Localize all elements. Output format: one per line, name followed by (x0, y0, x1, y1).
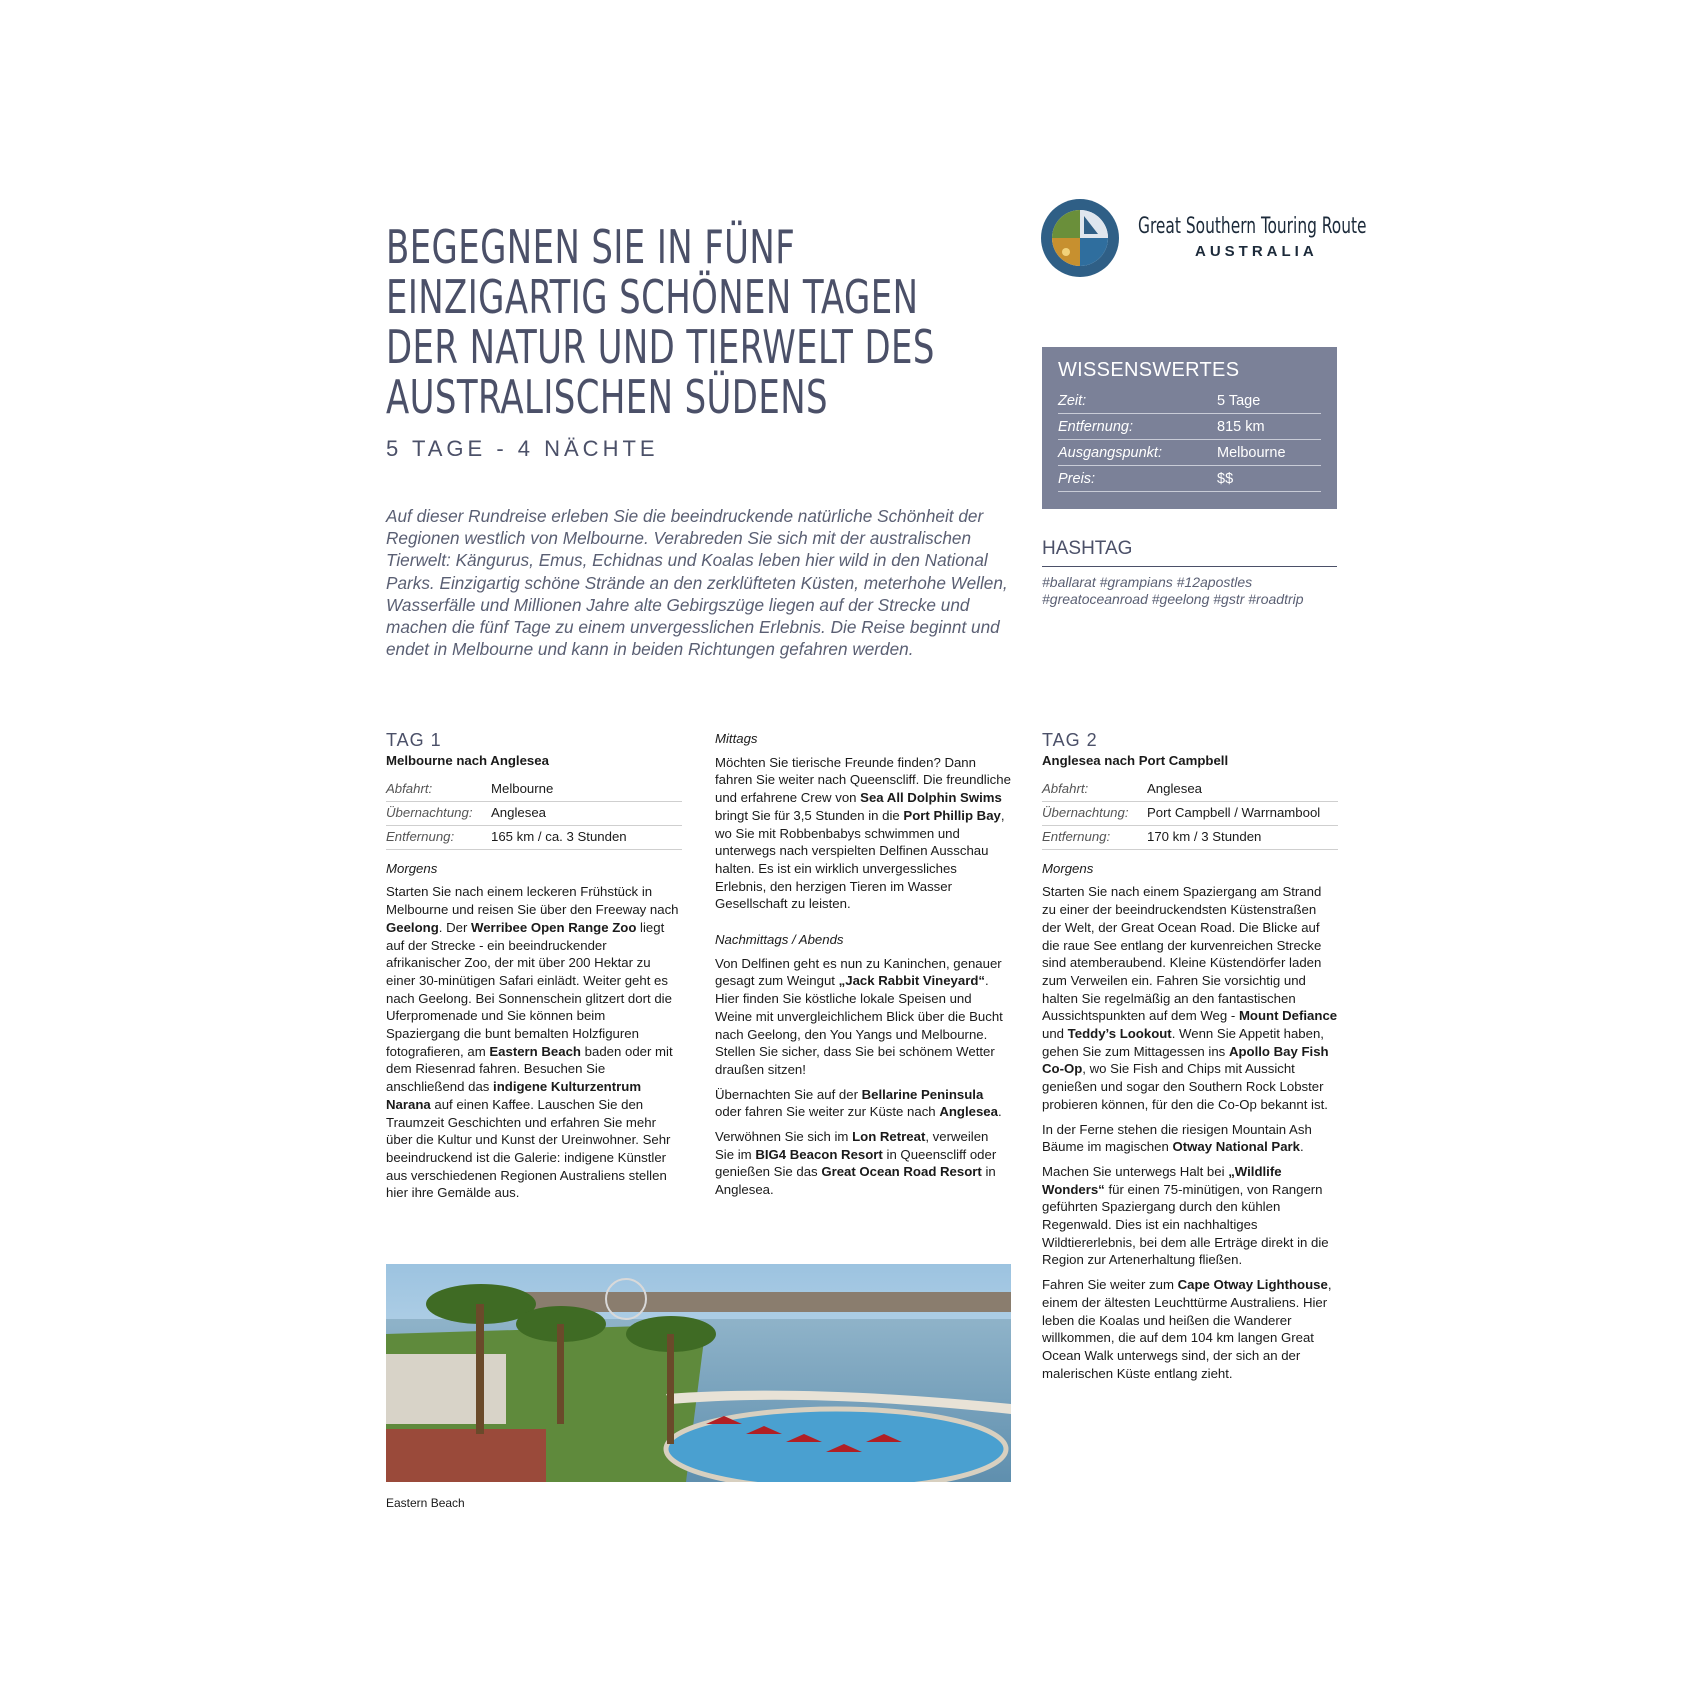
fact-row (386, 778, 682, 802)
fact-row (1042, 802, 1338, 826)
highlight-term: Bellarine Peninsula (861, 1086, 984, 1102)
fact-value: Anglesea (491, 805, 546, 821)
highlight-term: Otway National Park (1172, 1139, 1300, 1155)
text-run: Möchten Sie tierische Freunde finden? Dann fahren Sie weiter nach Queenscliff. Die freundliche und erfahrene Crew von (715, 754, 1011, 806)
fact-value: 170 km / 3 Stunden (1147, 829, 1262, 845)
info-row (1058, 466, 1321, 492)
text-run: . Der (438, 919, 472, 935)
highlight-term: Geelong (386, 919, 439, 935)
highlight-term: Sea All Dolphin Swims (860, 790, 1002, 806)
text-run: und (1042, 1026, 1068, 1042)
highlight-term: Apollo Bay Fish Co-Op (1042, 1043, 1329, 1077)
text-run: Machen Sie unterwegs Halt bei (1042, 1163, 1229, 1179)
paragraph (715, 754, 1011, 913)
photo-caption: Eastern Beach (386, 1496, 465, 1510)
highlight-term: Cape Otway Lighthouse (1177, 1277, 1328, 1293)
text-run: auf einen Kaffee. Lauschen Sie den Traumzeit Geschichten und erfahren Sie mehr über die Kultur und Kunst der Ureinwohner. Sehr beeindruckend ist die Galerie: indigene Künstler aus verschiedenen Regionen Australiens stellen hier ihre Gemälde aus. (386, 1096, 671, 1201)
beach-photo-image (386, 1264, 1011, 1482)
logo-country: AUSTRALIA (1195, 243, 1318, 260)
day1-heading: TAG 1 (386, 730, 442, 750)
fact-value: Port Campbell / Warrnambool (1147, 805, 1321, 821)
paragraph (1042, 1276, 1338, 1382)
text-run: für einen 75-minütigen, von Rangern geführten Spaziergang durch den kühlen Regenwald. Dies ist ein nachhaltiges Wildtiererlebnis, bei dem alle Erträge direkt in die Region zur Artenerhaltung fließen. (1042, 1181, 1329, 1268)
info-box (1042, 347, 1337, 509)
highlight-term: BIG4 Beacon Resort (755, 1146, 883, 1162)
fact-key: Entfernung: (1042, 829, 1111, 845)
info-value: $$ (1217, 470, 1234, 487)
info-value: 5 Tage (1217, 392, 1261, 409)
info-row (1058, 388, 1321, 414)
paragraph (1042, 883, 1338, 1113)
text-run: In der Ferne stehen die riesigen Mountain Ash Bäume im magischen (1042, 1121, 1312, 1155)
day2-heading: TAG 2 (1042, 730, 1098, 750)
paragraph (715, 1086, 1011, 1121)
highlight-term: Anglesea (939, 1104, 998, 1120)
fact-key: Abfahrt: (1042, 781, 1089, 797)
day1-facts (386, 778, 682, 850)
text-run: , wo Sie mit Robbenbabys schwimmen und unterwegs nach verspielten Delfinen Ausschau halten. Es ist ein wirklich unvergessliches Erlebnis, den herzigen Tieren im Wasser Gesellschaft zu leisten. (715, 807, 1005, 912)
highlight-term: Mount Defiance (1238, 1008, 1338, 1024)
text-run: Übernachten Sie auf der (715, 1086, 862, 1102)
fact-key: Übernachtung: (386, 805, 473, 821)
text-run: oder fahren Sie weiter zur Küste nach (715, 1104, 940, 1120)
text-run: , wo Sie Fish and Chips mit Aussicht genießen und sogar den Southern Rock Lobster probieren können, für den die Co-Op bekannt ist. (1042, 1061, 1328, 1112)
highlight-term: Eastern Beach (489, 1043, 581, 1059)
fact-key: Abfahrt: (386, 781, 433, 797)
info-row (1058, 440, 1321, 466)
info-value: 815 km (1217, 418, 1265, 435)
brand-logo (1040, 198, 1367, 278)
paragraph (386, 883, 682, 1202)
day1-route: Melbourne nach Anglesea (386, 753, 549, 768)
hashtag-list: #ballarat #grampians #12apostles #greatoceanroad #geelong #gstr #roadtrip (1042, 574, 1304, 607)
day2-facts (1042, 778, 1338, 850)
section-label: Morgens (386, 860, 438, 876)
fact-row (1042, 826, 1338, 850)
info-key: Zeit: (1058, 392, 1087, 409)
intro-text: Auf dieser Rundreise erleben Sie die beeindruckende natürliche Schönheit der Regionen westlich von Melbourne. Verabreden Sie sich mit der australischen Tierwelt: Kängurus, Emus, Echidnas und Koalas leben hier wild in den National Parks. Einzigartig schöne Strände an den zerklüfteten Küsten, meterhohe Wellen, Wasserfälle und Millionen Jahre alte Gebirgszüge liegen auf der Strecke und machen die fünf Tage zu einem unvergesslichen Erlebnis. Die Reise beginnt und endet in Melbourne und kann in beiden Richtungen gefahren werden. (386, 506, 1008, 660)
page-title (386, 220, 935, 424)
info-key: Entfernung: (1058, 418, 1133, 435)
fact-value: Melbourne (491, 781, 554, 797)
fact-row (386, 826, 682, 850)
text-run: Starten Sie nach einem leckeren Frühstück in Melbourne und reisen Sie über den Freeway nach (386, 884, 679, 918)
fact-row (386, 802, 682, 826)
fact-key: Entfernung: (386, 829, 455, 845)
paragraph (715, 955, 1011, 1079)
text-run: bringt Sie für 3,5 Stunden in die (715, 807, 904, 823)
day1-column-continued (715, 730, 1011, 1206)
text-run: . (997, 1104, 1002, 1120)
title-line: AUSTRALISCHEN SÜDENS (386, 370, 828, 424)
day1-column (386, 730, 682, 1209)
title-line: BEGEGNEN SIE IN FÜNF (386, 220, 796, 274)
highlight-term: indigene Kulturzentrum Narana (386, 1079, 642, 1112)
day2-column (1042, 730, 1338, 1389)
title-line: DER NATUR UND TIERWELT DES (386, 320, 935, 374)
title-line: EINZIGARTIG SCHÖNEN TAGEN (386, 270, 919, 324)
highlight-term: Lon Retreat (852, 1129, 926, 1145)
section-label: Mittags (715, 731, 758, 746)
text-run: , verweilen Sie im (715, 1129, 989, 1162)
route-badge-icon (1040, 198, 1120, 278)
text-run: in Queenscliff oder genießen Sie das (715, 1146, 997, 1180)
text-run: baden oder mit dem Riesenrad fahren. Besuchen Sie anschließend das (386, 1043, 673, 1095)
highlight-term: „Jack Rabbit Vineyard“ (838, 973, 985, 989)
eastern-beach-photo (386, 1264, 1011, 1482)
info-key: Preis: (1058, 470, 1096, 487)
text-run: liegt auf der Strecke - ein beeindruckender afrikanischer Zoo, der mit über 200 Hektar zu einer 30-minütigen Safari einlädt. Weiter geht es nach Geelong. Bei Sonnenschein glitzert dort die Uferpromenade und Sie können beim Spaziergang die bunt bemalten Holzfiguren fotografieren, am (386, 919, 672, 1059)
info-value: Melbourne (1217, 444, 1286, 461)
section-label: Nachmittags / Abends (715, 932, 844, 948)
highlight-term: Great Ocean Road Resort (821, 1164, 982, 1180)
highlight-term: Werribee Open Range Zoo (471, 919, 637, 935)
fact-key: Übernachtung: (1042, 805, 1129, 821)
text-run: . Wenn Sie Appetit haben, gehen Sie zum Mittagessen ins (1042, 1026, 1324, 1059)
fact-row (1042, 778, 1338, 802)
highlight-term: „Wildlife Wonders“ (1042, 1163, 1282, 1197)
text-run: Fahren Sie weiter zum (1042, 1277, 1178, 1293)
text-run: Verwöhnen Sie sich im (715, 1129, 853, 1145)
text-run: , einem der ältesten Leuchttürme Australiens. Hier leben die Koalas und heißen die Wanderer willkommen, die auf dem 104 km langen Great Ocean Walk unterwegs sind, der sich an der malerischen Küste entlang zieht. (1042, 1277, 1332, 1381)
info-key: Ausgangspunkt: (1058, 444, 1162, 461)
logo-name: Great Southern Touring Route (1138, 214, 1367, 239)
paragraph (1042, 1121, 1338, 1156)
paragraph (715, 1128, 1011, 1199)
highlight-term: Port Phillip Bay (903, 807, 1001, 823)
day2-route: Anglesea nach Port Campbell (1042, 753, 1229, 768)
text-run: Von Delfinen geht es nun zu Kaninchen, genauer gesagt zum Weingut (715, 955, 1002, 989)
paragraph (1042, 1163, 1338, 1269)
highlight-term: Teddy’s Lookout (1067, 1026, 1172, 1042)
info-box-title: WISSENSWERTES (1058, 359, 1240, 381)
page-subtitle: 5 TAGE - 4 NÄCHTE (386, 436, 659, 461)
text-run: . (1300, 1139, 1304, 1155)
info-row (1058, 414, 1321, 440)
text-run: Starten Sie nach einem Spaziergang am Strand zu einer der beeindruckendsten Küstenstraßen der Welt, der Great Ocean Road. Die Blicke auf die raue See entlang der kurvenreichen Strecke sind atemberaubend. Kleine Küstendörfer laden zum Verweilen ein. Fahren Sie vorsichtig und halten Sie regelmäßig an den fantastischen Aussichtspunkten auf dem Weg - (1042, 884, 1322, 1024)
section-label: Morgens (1042, 860, 1094, 876)
fact-value: Anglesea (1147, 781, 1202, 797)
fact-value: 165 km / ca. 3 Stunden (491, 829, 627, 845)
text-run: in Anglesea. (715, 1164, 996, 1198)
hashtag-heading: HASHTAG (1042, 538, 1337, 567)
text-run: . Hier finden Sie köstliche lokale Speisen und Weine mit unvergleichlichem Blick über die Bucht nach Geelong, den You Yangs und Melbourne. Stellen Sie sicher, dass Sie bei schönem Wetter draußen sitzen! (715, 973, 1003, 1077)
